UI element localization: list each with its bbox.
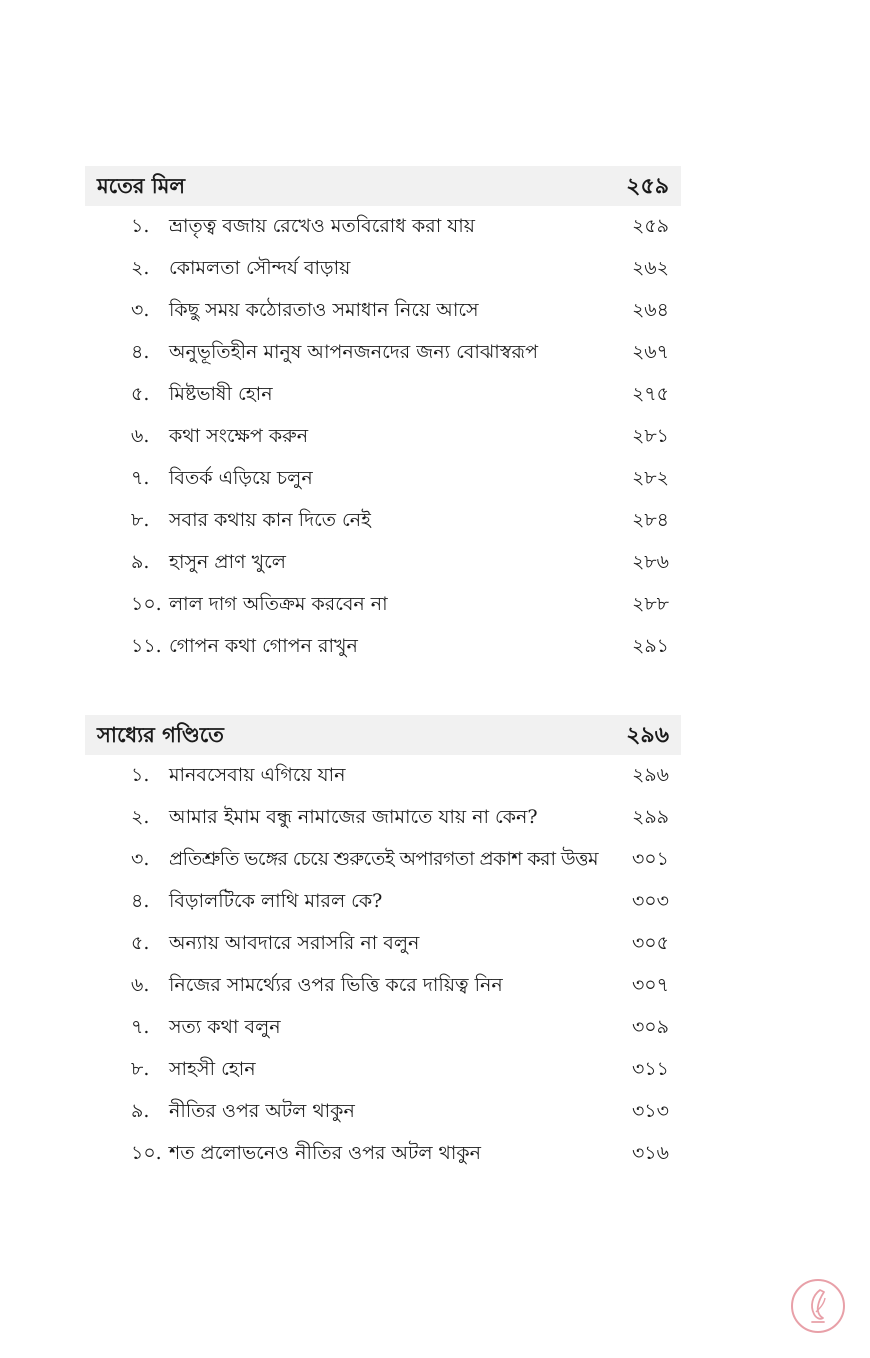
entry-number: ৬.: [131, 974, 150, 996]
toc-entry: [85, 416, 681, 458]
entry-title: হাসুন প্রাণ খুলে: [169, 551, 286, 573]
entry-title: লাল দাগ অতিক্রম করবেন না: [169, 593, 388, 615]
section-title: সাধ্যের গণ্ডিতে: [97, 722, 224, 747]
entry-page-number: ৩০৭: [631, 974, 669, 996]
entry-title: গোপন কথা গোপন রাখুন: [169, 635, 358, 657]
entry-number: ১০.: [131, 1142, 162, 1164]
entry-number: ৭.: [131, 1016, 150, 1038]
entry-page-number: ৩০৯: [631, 1016, 669, 1038]
toc-entry: [85, 290, 681, 332]
entry-title: মিষ্টভাষী হোন: [169, 383, 273, 405]
entry-number: ৫.: [131, 932, 150, 954]
toc-entry: [85, 755, 681, 797]
toc-entry: [85, 458, 681, 500]
toc-entry: [85, 500, 681, 542]
entry-page-number: ২৮১: [631, 425, 669, 447]
entry-page-number: ২৬২: [631, 257, 669, 279]
entry-title: নীতির ওপর অটল থাকুন: [169, 1100, 355, 1122]
section-page-number: ২৯৬: [626, 722, 669, 748]
entry-number: ১০.: [131, 593, 162, 615]
section-header: [85, 166, 681, 206]
toc-entry-list: [85, 206, 681, 668]
entry-page-number: ২৬৪: [631, 299, 669, 321]
entry-title: ভ্রাতৃত্ব বজায় রেখেও মতবিরোধ করা যায়: [169, 215, 475, 237]
entry-number: ৯.: [131, 551, 150, 573]
entry-number: ১১.: [131, 635, 162, 657]
toc-entry: [85, 923, 681, 965]
toc-entry: [85, 374, 681, 416]
toc-section-1: [85, 166, 681, 668]
entry-number: ৩.: [131, 299, 150, 321]
entry-title: কথা সংক্ষেপ করুন: [169, 425, 309, 447]
toc-entry: [85, 626, 681, 668]
entry-title: সত্য কথা বলুন: [169, 1016, 281, 1038]
toc-entry: [85, 1049, 681, 1091]
entry-number: ৬.: [131, 425, 150, 447]
toc-entry: [85, 881, 681, 923]
toc-entry: [85, 1133, 681, 1175]
entry-title: অন্যায় আবদারে সরাসরি না বলুন: [169, 932, 420, 954]
entry-title: সাহসী হোন: [169, 1058, 256, 1080]
toc-entry: [85, 206, 681, 248]
section-title: মতের মিল: [97, 173, 186, 198]
entry-page-number: ২৬৭: [631, 341, 669, 363]
toc-entry: [85, 965, 681, 1007]
toc-entry: [85, 1007, 681, 1049]
entry-number: ২.: [131, 257, 150, 279]
entry-title: বিতর্ক এড়িয়ে চলুন: [169, 467, 313, 489]
entry-page-number: ২৮৪: [631, 509, 669, 531]
toc-entry: [85, 542, 681, 584]
entry-page-number: ৩০১: [631, 848, 669, 870]
entry-number: ৫.: [131, 383, 150, 405]
entry-page-number: ২৮২: [631, 467, 669, 489]
entry-title: প্রতিশ্রুতি ভঙ্গের চেয়ে শুরুতেই অপারগতা প্রকাশ করা উত্তম: [169, 848, 598, 870]
toc-entry: [85, 797, 681, 839]
entry-title: কিছু সময় কঠোরতাও সমাধান নিয়ে আসে: [169, 299, 479, 321]
entry-number: ৮.: [131, 509, 150, 531]
toc-entry-list: [85, 755, 681, 1175]
entry-title: আমার ইমাম বন্ধু নামাজের জামাতে যায় না কেন?: [169, 806, 538, 828]
toc-section-2: [85, 715, 681, 1175]
entry-number: ৭.: [131, 467, 150, 489]
section-page-number: ২৫৯: [626, 173, 669, 199]
entry-page-number: ৩১১: [631, 1058, 669, 1080]
quill-seal-icon: [790, 1278, 846, 1334]
entry-title: মানবসেবায় এগিয়ে যান: [169, 764, 346, 786]
entry-number: ৪.: [131, 890, 150, 912]
entry-page-number: ২৯৯: [631, 806, 669, 828]
entry-page-number: ২৮৬: [631, 551, 669, 573]
entry-number: ৩.: [131, 848, 150, 870]
entry-title: কোমলতা সৌন্দর্য বাড়ায়: [169, 257, 351, 279]
entry-number: ২.: [131, 806, 150, 828]
entry-page-number: ২৫৯: [631, 215, 669, 237]
entry-page-number: ২৭৫: [631, 383, 669, 405]
entry-page-number: ৩১৩: [631, 1100, 669, 1122]
toc-entry: [85, 1091, 681, 1133]
entry-page-number: ৩০৫: [631, 932, 669, 954]
toc-entry: [85, 332, 681, 374]
section-header: [85, 715, 681, 755]
entry-number: ১.: [131, 764, 150, 786]
entry-title: নিজের সামর্থ্যের ওপর ভিত্তি করে দায়িত্ব নিন: [169, 974, 503, 996]
entry-title: সবার কথায় কান দিতে নেই: [169, 509, 371, 531]
entry-page-number: ২৮৮: [631, 593, 669, 615]
entry-page-number: ২৯১: [631, 635, 669, 657]
entry-title: শত প্রলোভনেও নীতির ওপর অটল থাকুন: [169, 1142, 481, 1164]
entry-title: অনুভূতিহীন মানুষ আপনজনদের জন্য বোঝাস্বরূপ: [169, 341, 539, 363]
entry-number: ৯.: [131, 1100, 150, 1122]
entry-page-number: ৩১৬: [631, 1142, 669, 1164]
toc-entry: [85, 248, 681, 290]
entry-title: বিড়ালটিকে লাথি মারল কে?: [169, 890, 383, 912]
entry-number: ৪.: [131, 341, 150, 363]
entry-number: ১.: [131, 215, 150, 237]
toc-entry: [85, 839, 681, 881]
entry-page-number: ৩০৩: [631, 890, 669, 912]
entry-number: ৮.: [131, 1058, 150, 1080]
toc-entry: [85, 584, 681, 626]
entry-page-number: ২৯৬: [631, 764, 669, 786]
